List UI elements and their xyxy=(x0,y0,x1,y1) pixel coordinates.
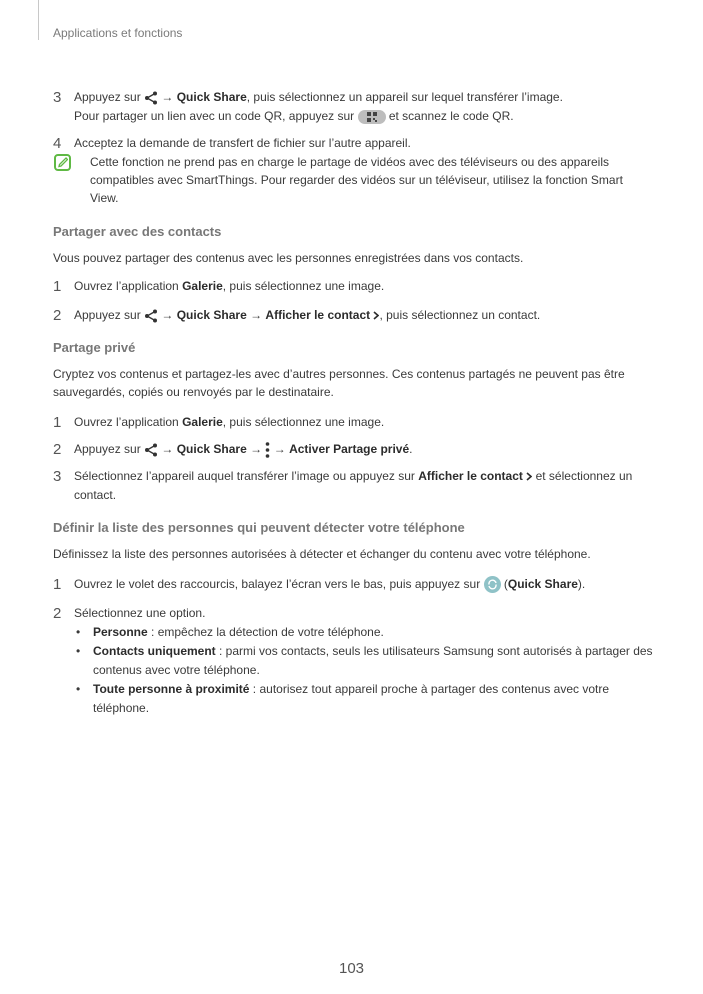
bullet-icon: • xyxy=(76,644,81,658)
share-step-4: 4 Acceptez la demande de transfert de fichier sur l’autre appareil. xyxy=(53,135,411,152)
contacts-step-2: 2 Appuyez sur → Quick Share → Afficher le contact , puis sélectionnez un contact. xyxy=(53,307,541,324)
page-header-title: Applications et fonctions xyxy=(53,26,183,40)
page-number: 103 xyxy=(338,960,365,977)
step-number: 2 xyxy=(53,605,62,622)
private-step-2: 2 Appuyez sur → Quick Share → → Activer Partage privé. xyxy=(53,441,413,458)
contacts-step-1: 1 Ouvrez l’application Galerie, puis sélectionnez une image. xyxy=(53,278,385,295)
section-intro-visibility: Définissez la liste des personnes autorisées à détecter et échanger du contenu avec votre téléphone. xyxy=(53,547,591,561)
quick-share-icon xyxy=(484,576,501,593)
step-number: 4 xyxy=(53,135,62,152)
private-step-3: 3 Sélectionnez l’appareil auquel transférer l’image ou appuyez sur Afficher le contact et sélectionnez un contact. xyxy=(53,468,633,502)
visibility-step-1: 1 Ouvrez le volet des raccourcis, balayez l’écran vers le bas, puis appuyez sur (Quick Share). xyxy=(53,576,586,593)
note-block xyxy=(53,153,653,207)
list-item: • Personne : empêchez la détection de votre téléphone. xyxy=(74,623,653,642)
note-pencil-icon xyxy=(54,154,71,171)
step-number: 1 xyxy=(53,414,62,431)
qr-code-icon xyxy=(358,110,386,124)
list-item: • Toute personne à proximité : autorisez tout appareil proche à partager des contenus avec votre téléphone. xyxy=(76,682,610,715)
step-number: 2 xyxy=(53,307,62,324)
margin-rule xyxy=(38,0,39,40)
step-line-1: Appuyez sur → Quick Share, puis sélectionnez un appareil sur lequel transférer l’image. xyxy=(74,90,563,104)
step-number: 1 xyxy=(53,278,62,295)
share-icon xyxy=(144,443,158,457)
step-number: 3 xyxy=(53,89,62,106)
section-intro-contacts: Vous pouvez partager des contenus avec les personnes enregistrées dans vos contacts. xyxy=(53,251,524,265)
share-step-3 xyxy=(53,88,653,126)
section-heading-contacts: Partager avec des contacts xyxy=(53,224,222,239)
note-text: Cette fonction ne prend pas en charge le partage de vidéos avec des téléviseurs ou des appareils compatibles avec SmartThings. Pour regarder des vidéos sur un téléviseur, utilisez la fonction Smart View. xyxy=(90,155,623,205)
section-heading-visibility: Définir la liste des personnes qui peuvent détecter votre téléphone xyxy=(53,520,465,535)
section-heading-private: Partage privé xyxy=(53,340,136,355)
option-list xyxy=(53,623,653,718)
step-number: 2 xyxy=(53,441,62,458)
bullet-icon: • xyxy=(76,625,81,639)
step-number: 3 xyxy=(53,468,62,485)
bullet-icon: • xyxy=(76,682,81,696)
page-content xyxy=(53,88,653,718)
private-step-1: 1 Ouvrez l’application Galerie, puis sélectionnez une image. xyxy=(53,414,385,431)
section-intro-private: Cryptez vos contenus et partagez-les avec d’autres personnes. Ces contenus partagés ne peuvent pas être sauvegardés, copiés ou renvoyés par le destinataire. xyxy=(53,367,625,399)
share-icon xyxy=(144,309,158,323)
visibility-step-2: 2 Sélectionnez une option. xyxy=(53,605,206,622)
step-number: 1 xyxy=(53,576,62,593)
step-line-2: Pour partager un lien avec un code QR, appuyez sur et scannez le code QR. xyxy=(74,109,514,123)
list-item: • Contacts uniquement : parmi vos contacts, seuls les utilisateurs Samsung sont autorisés à partager des contenus avec votre téléphone. xyxy=(76,644,653,677)
share-icon xyxy=(144,91,158,105)
